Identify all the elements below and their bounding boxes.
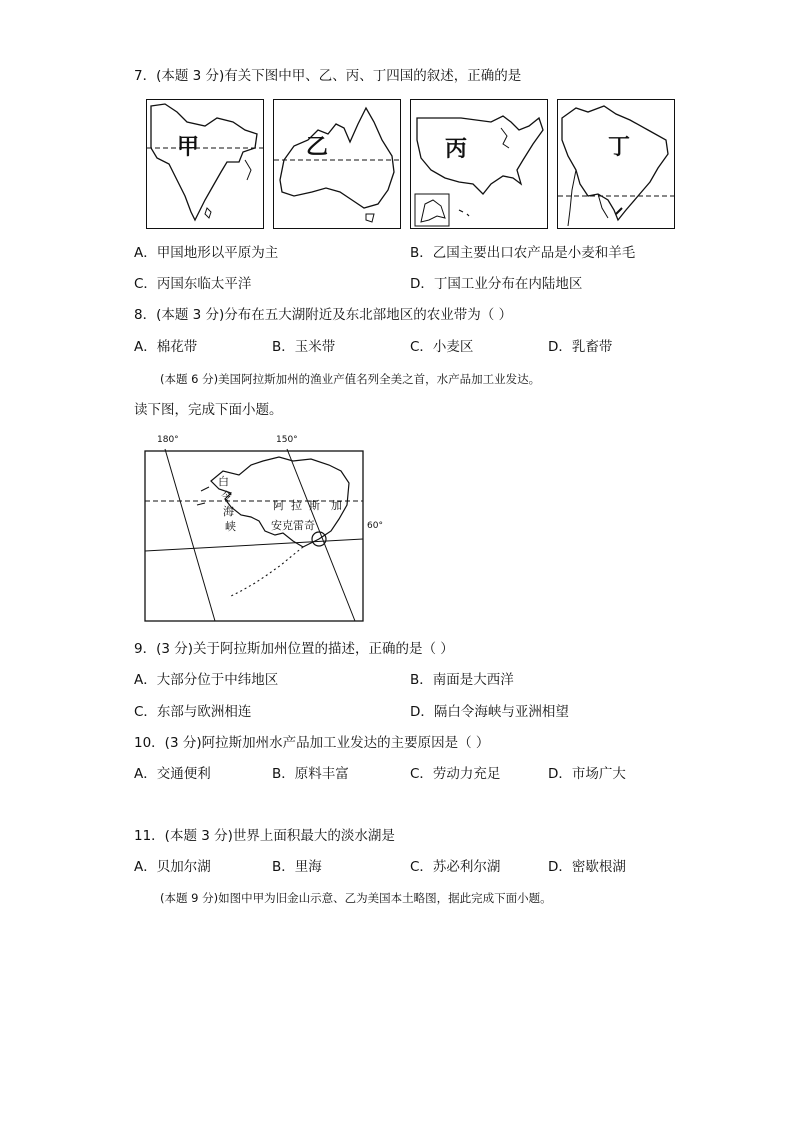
map-label-ding: 丁: [608, 134, 631, 160]
strait-char-1: 白: [218, 475, 229, 488]
q9-option-a: A．大部分位于中纬地区: [134, 672, 279, 688]
q7-option-a: A．甲国地形以平原为主: [134, 245, 279, 261]
alaska-outline-icon: [143, 435, 383, 625]
q9-stem: 9．(3 分)关于阿拉斯加州位置的描述，正确的是（ ）: [134, 641, 454, 657]
state-char-1: 阿: [273, 499, 284, 512]
brazil-outline-icon: [558, 100, 674, 228]
q7-option-c: C．丙国东临太平洋: [134, 276, 252, 292]
q8-option-c: C．小麦区: [410, 339, 474, 355]
q11-option-c: C．苏必利尔湖: [410, 859, 501, 875]
q8-option-a: A．棉花带: [134, 339, 198, 355]
q11-option-b: B．里海: [272, 859, 322, 875]
lon-180-label: 180°: [157, 435, 179, 445]
india-outline-icon: [147, 100, 263, 228]
q8-option-d: D．乳畜带: [548, 339, 613, 355]
australia-outline-icon: [274, 100, 400, 228]
map-jia: [146, 99, 264, 229]
lat-60-label: 60°: [367, 521, 383, 531]
state-char-2: 拉: [291, 499, 302, 512]
strait-char-4: 峡: [225, 520, 236, 533]
state-char-4: 加: [331, 499, 342, 512]
q8-option-b: B．玉米带: [272, 339, 336, 355]
q10-option-d: D．市场广大: [548, 766, 626, 782]
map-yi: [273, 99, 401, 229]
strait-char-3: 海: [223, 505, 234, 518]
intro12-line1: (本题 9 分)如图中甲为旧金山示意、乙为美国本土略图，据此完成下面小题。: [160, 891, 552, 905]
q9-option-d: D．隔白令海峡与亚洲相望: [410, 704, 569, 720]
q8-stem: 8．(本题 3 分)分布在五大湖附近及东北部地区的农业带为（ ）: [134, 307, 513, 323]
alaska-map: [143, 435, 383, 625]
q7-stem: 7．(本题 3 分)有关下图中甲、乙、丙、丁四国的叙述，正确的是: [134, 68, 522, 84]
q10-stem: 10．(3 分)阿拉斯加州水产品加工业发达的主要原因是（ ）: [134, 735, 490, 751]
map-label-jia: 甲: [177, 134, 200, 160]
q10-option-c: C．劳动力充足: [410, 766, 501, 782]
q9-option-b: B．南面是大西洋: [410, 672, 514, 688]
q7-option-d: D．丁国工业分布在内陆地区: [410, 276, 583, 292]
q11-option-d: D．密歇根湖: [548, 859, 626, 875]
city-label: 安克雷奇: [271, 519, 315, 532]
map-label-yi: 乙: [306, 134, 329, 160]
q9-option-c: C．东部与欧洲相连: [134, 704, 252, 720]
strait-char-2: 令: [221, 490, 232, 503]
state-char-3: 斯: [309, 499, 320, 512]
lon-150-label: 150°: [276, 435, 298, 445]
q7-option-b: B．乙国主要出口农产品是小麦和羊毛: [410, 245, 636, 261]
usa-outline-icon: [411, 100, 547, 228]
q10-option-b: B．原料丰富: [272, 766, 349, 782]
q10-option-a: A．交通便利: [134, 766, 211, 782]
map-label-bing: 丙: [445, 136, 468, 162]
q11-stem: 11．(本题 3 分)世界上面积最大的淡水湖是: [134, 828, 395, 844]
map-ding: [557, 99, 675, 229]
intro9-line1: (本题 6 分)美国阿拉斯加州的渔业产值名列全美之首，水产品加工业发达。: [160, 372, 541, 386]
q11-option-a: A．贝加尔湖: [134, 859, 211, 875]
map-bing: [410, 99, 548, 229]
intro9-line2: 读下图，完成下面小题。: [134, 402, 283, 418]
